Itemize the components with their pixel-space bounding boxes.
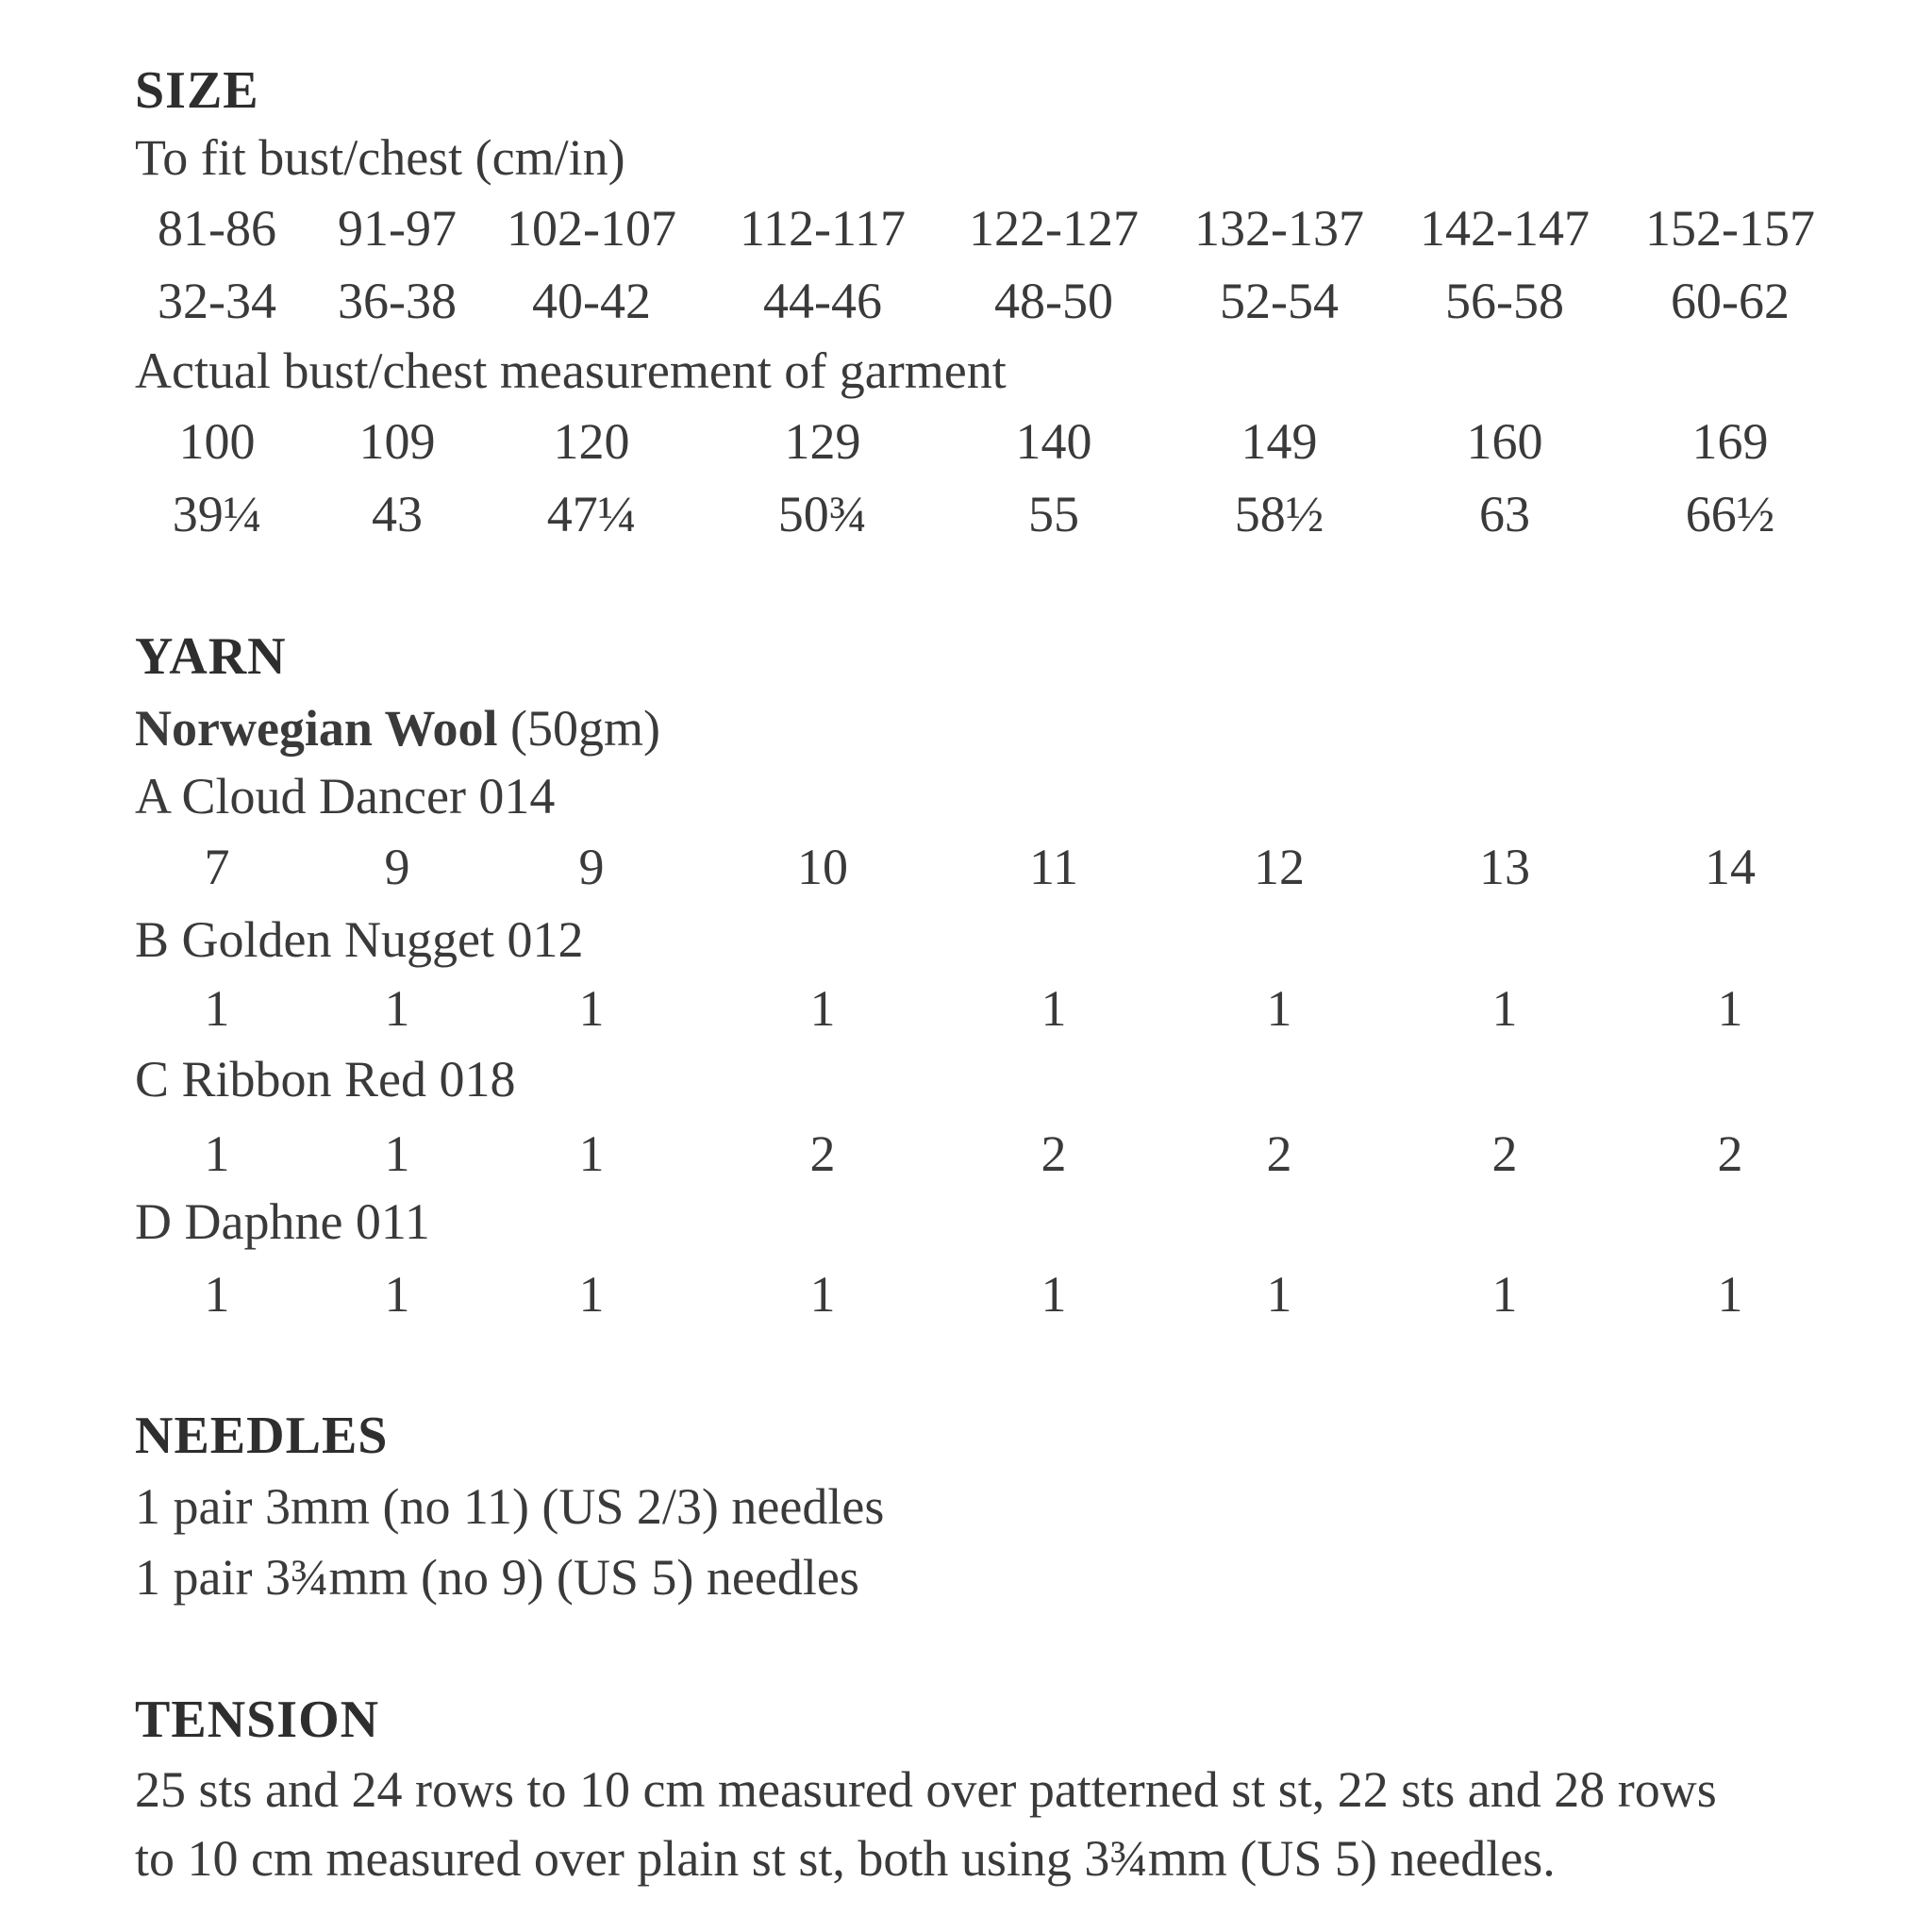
yarn-heading: YARN — [135, 627, 287, 686]
colour-c-qty-8: 2 — [1717, 1125, 1743, 1182]
fit-cm-3: 102-107 — [507, 200, 676, 257]
fit-cm-4: 112-117 — [740, 200, 906, 257]
actual-in-1: 39¼ — [172, 486, 262, 542]
fit-cm-6: 132-137 — [1194, 200, 1364, 257]
actual-label: Actual bust/chest measurement of garment — [135, 342, 1007, 399]
fit-in-1: 32-34 — [158, 273, 276, 329]
colour-b-label: B Golden Nugget 012 — [135, 911, 584, 968]
fit-in-4: 44-46 — [763, 273, 882, 329]
colour-b-qty-6: 1 — [1266, 980, 1292, 1037]
yarn-title — [135, 700, 660, 757]
tension-line-2: to 10 cm measured over plain st st, both using 3¾mm (US 5) needles. — [135, 1830, 1556, 1887]
colour-a-label: A Cloud Dancer 014 — [135, 768, 556, 824]
colour-d-qty-1: 1 — [204, 1266, 230, 1323]
colour-a-qty-2: 9 — [384, 839, 410, 895]
colour-d-qty-8: 1 — [1717, 1266, 1743, 1323]
colour-c-label: C Ribbon Red 018 — [135, 1051, 516, 1108]
colour-d-qty-4: 1 — [809, 1266, 836, 1323]
actual-in-4: 50¾ — [777, 486, 868, 542]
fit-in-5: 48-50 — [994, 273, 1113, 329]
colour-c-qty-4: 2 — [809, 1125, 836, 1182]
colour-d-label: D Daphne 011 — [135, 1193, 430, 1250]
fit-cm-2: 91-97 — [338, 200, 457, 257]
colour-c-qty-3: 1 — [578, 1125, 605, 1182]
colour-a-qty-5: 11 — [1029, 839, 1078, 895]
colour-c-qty-6: 2 — [1266, 1125, 1292, 1182]
actual-in-5: 55 — [1028, 486, 1079, 542]
actual-cm-2: 109 — [358, 413, 436, 470]
actual-cm-4: 129 — [784, 413, 861, 470]
fit-cm-8: 152-157 — [1645, 200, 1815, 257]
needles-line-2: 1 pair 3¾mm (no 9) (US 5) needles — [135, 1549, 859, 1606]
actual-cm-6: 149 — [1241, 413, 1318, 470]
actual-cm-8: 169 — [1691, 413, 1769, 470]
yarn-weight: (50gm) — [510, 700, 660, 757]
colour-a-qty-1: 7 — [204, 839, 230, 895]
colour-d-qty-2: 1 — [384, 1266, 410, 1323]
colour-c-qty-1: 1 — [204, 1125, 230, 1182]
fit-in-3: 40-42 — [532, 273, 651, 329]
fit-cm-7: 142-147 — [1420, 200, 1590, 257]
colour-d-qty-6: 1 — [1266, 1266, 1292, 1323]
colour-c-qty-2: 1 — [384, 1125, 410, 1182]
colour-b-qty-7: 1 — [1491, 980, 1518, 1037]
fit-cm-1: 81-86 — [158, 200, 276, 257]
needles-line-1: 1 pair 3mm (no 11) (US 2/3) needles — [135, 1478, 885, 1535]
colour-a-qty-4: 10 — [797, 839, 848, 895]
actual-in-3: 47¼ — [546, 486, 637, 542]
colour-a-qty-6: 12 — [1254, 839, 1305, 895]
colour-c-qty-7: 2 — [1491, 1125, 1518, 1182]
colour-b-qty-4: 1 — [809, 980, 836, 1037]
actual-in-6: 58½ — [1234, 486, 1324, 542]
fit-in-7: 56-58 — [1445, 273, 1564, 329]
actual-in-2: 43 — [372, 486, 423, 542]
actual-cm-1: 100 — [178, 413, 256, 470]
tension-line-1: 25 sts and 24 rows to 10 cm measured over patterned st st, 22 sts and 28 rows — [135, 1761, 1717, 1818]
tension-heading: TENSION — [135, 1690, 380, 1749]
fit-in-6: 52-54 — [1220, 273, 1339, 329]
actual-in-8: 66½ — [1685, 486, 1775, 542]
colour-b-qty-5: 1 — [1041, 980, 1067, 1037]
colour-c-qty-5: 2 — [1041, 1125, 1067, 1182]
actual-cm-7: 160 — [1466, 413, 1543, 470]
fit-in-8: 60-62 — [1671, 273, 1790, 329]
colour-d-qty-3: 1 — [578, 1266, 605, 1323]
fit-cm-5: 122-127 — [969, 200, 1139, 257]
yarn-brand: Norwegian Wool — [135, 700, 498, 757]
actual-cm-5: 140 — [1015, 413, 1092, 470]
colour-b-qty-2: 1 — [384, 980, 410, 1037]
actual-cm-3: 120 — [553, 413, 630, 470]
colour-a-qty-3: 9 — [578, 839, 605, 895]
needles-heading: NEEDLES — [135, 1407, 389, 1465]
colour-b-qty-8: 1 — [1717, 980, 1743, 1037]
colour-a-qty-8: 14 — [1705, 839, 1756, 895]
colour-a-qty-7: 13 — [1479, 839, 1530, 895]
colour-d-qty-7: 1 — [1491, 1266, 1518, 1323]
fit-label: To fit bust/chest (cm/in) — [135, 129, 625, 186]
fit-in-2: 36-38 — [338, 273, 457, 329]
size-heading: SIZE — [135, 61, 259, 120]
colour-d-qty-5: 1 — [1041, 1266, 1067, 1323]
colour-b-qty-3: 1 — [578, 980, 605, 1037]
colour-b-qty-1: 1 — [204, 980, 230, 1037]
actual-in-7: 63 — [1479, 486, 1530, 542]
